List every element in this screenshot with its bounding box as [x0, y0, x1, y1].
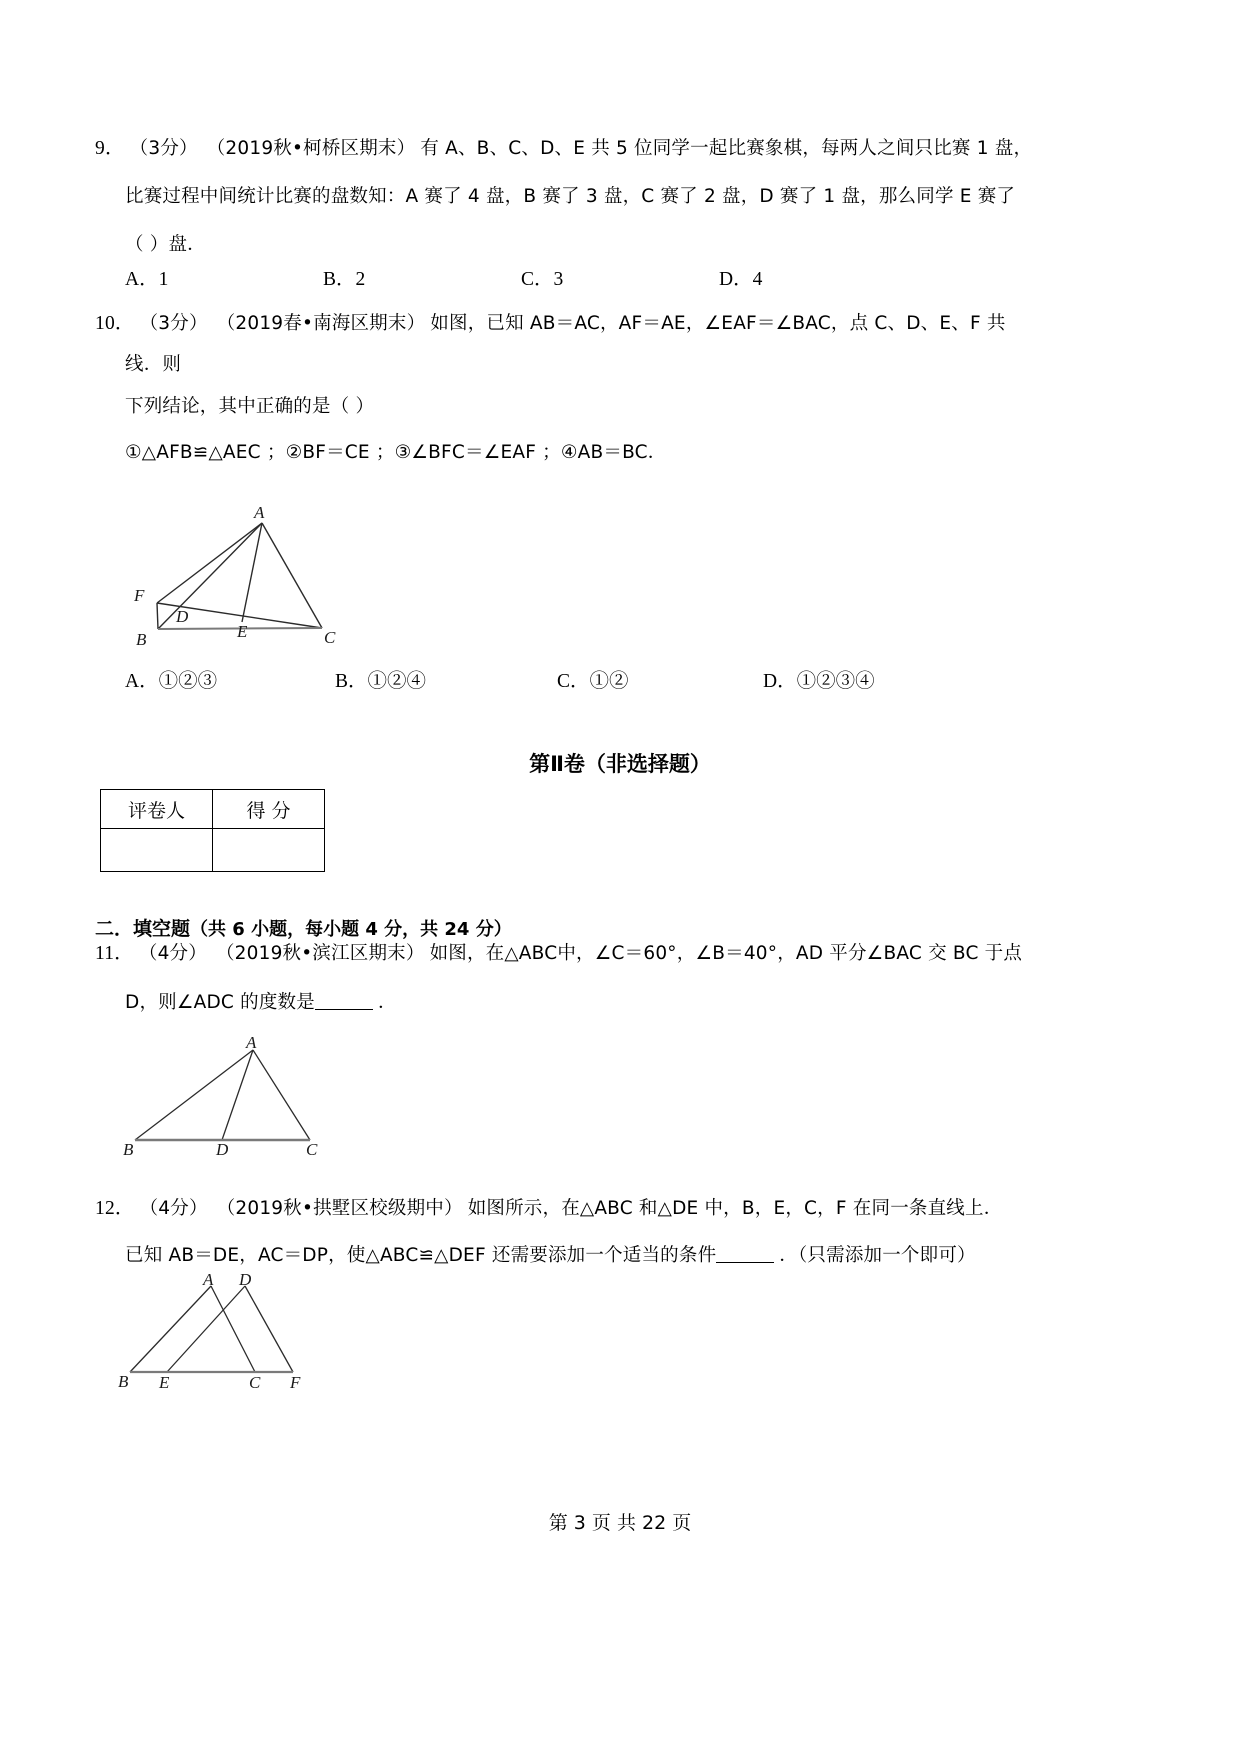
option-value: ①②③	[158, 671, 218, 692]
figure-12-label-A: A	[203, 1270, 214, 1289]
question-9-stem-b: 比赛过程中间统计比赛的盘数知：A 赛了 4 盘，B 赛了 3 盘，C 赛了 2 盘，D 赛了 1 盘，那么同学 E 赛了	[125, 186, 1016, 207]
option-key: A．	[125, 269, 159, 290]
figure-12-label-E: E	[159, 1373, 170, 1392]
section-header-fill-in-blanks	[95, 914, 512, 941]
score-table-cell-score[interactable]	[213, 829, 325, 872]
figure-12-label-C: C	[249, 1373, 261, 1392]
question-9-source: （2019秋•柯桥区期末）	[206, 138, 416, 159]
question-10-figure	[110, 480, 390, 660]
option-key: B．	[323, 269, 356, 290]
option-value: 4	[752, 269, 763, 290]
option-value: 2	[355, 269, 366, 290]
question-10-option-c[interactable]	[557, 665, 629, 693]
option-key: D．	[719, 269, 753, 290]
figure-11-label-C: C	[306, 1140, 318, 1159]
option-key: B．	[335, 671, 368, 692]
figure-10-label-A: A	[254, 503, 265, 522]
question-9-stem-a: 有 A、B、C、D、E 共 5 位同学一起比赛象棋，每两人之间只比赛 1 盘，	[420, 138, 1033, 159]
question-12-stem-c: ．（只需添加一个即可）	[779, 1245, 976, 1266]
option-value: ①②③④	[796, 671, 875, 692]
figure-12-label-F: F	[290, 1373, 301, 1392]
question-10-stem-b: 线．则	[125, 354, 182, 375]
option-key: D．	[763, 671, 797, 692]
figure-10-label-C: C	[324, 628, 336, 647]
question-10-stem-c: 下列结论，其中正确的是（ ）	[125, 396, 375, 417]
question-9-options	[125, 263, 1025, 289]
question-11-line-2	[125, 990, 397, 1016]
figure-11-label-B: B	[123, 1140, 134, 1159]
section-detail: （共 6 小题，每小题 4 分，共 24 分）	[190, 919, 512, 940]
question-11-stem-c: ．	[377, 992, 397, 1013]
score-table	[100, 789, 325, 872]
question-10-line-2	[125, 352, 181, 378]
question-10-option-b[interactable]	[335, 665, 426, 693]
question-11-stem-a: 如图，在△ABC中，∠C＝60°，∠B＝40°，AD 平分∠BAC 交 BC 于点	[429, 943, 1023, 964]
question-10-number: 10．	[95, 313, 135, 334]
option-key: C．	[557, 671, 590, 692]
figure-10-label-B: B	[136, 630, 147, 649]
question-10-conclusions	[125, 440, 666, 466]
volume-two-header: 第Ⅱ卷（非选择题）	[529, 752, 711, 776]
question-10-points: （3分）	[139, 313, 208, 334]
question-9-option-a[interactable]	[125, 263, 168, 291]
question-10-options	[125, 665, 1025, 691]
page-footer: 第 3 页 共 22 页	[548, 1512, 692, 1534]
question-10-source: （2019春•南海区期末）	[216, 313, 426, 334]
question-10-option-a[interactable]	[125, 665, 217, 693]
question-9-option-d[interactable]	[719, 263, 762, 291]
question-10-option-d[interactable]	[763, 665, 875, 693]
score-table-header-row	[101, 790, 325, 829]
question-11-stem-b: D，则∠ADC 的度数是	[125, 992, 315, 1013]
question-11-answer-blank[interactable]	[315, 992, 373, 1010]
figure-10-label-E: E	[237, 622, 248, 641]
option-value: ①②	[589, 671, 629, 692]
question-10-line-3	[125, 394, 374, 420]
question-12-stem-a: 如图所示，在△ABC 和△DE 中，B，E，C，F 在同一条直线上．	[467, 1198, 1003, 1219]
question-12-figure	[115, 1272, 405, 1407]
question-9-line-2	[125, 184, 1015, 210]
figure-10-svg	[110, 480, 390, 660]
question-10-stem-a: 如图，已知 AB＝AC，AF＝AE，∠EAF＝∠BAC，点 C、D、E、F 共	[430, 313, 1006, 334]
question-12-answer-blank[interactable]	[716, 1245, 774, 1263]
figure-12-label-B: B	[118, 1372, 129, 1391]
figure-11-label-D: D	[216, 1140, 229, 1159]
score-table-header-grader: 评卷人	[101, 790, 213, 829]
question-12-source: （2019秋•拱墅区校级期中）	[216, 1198, 463, 1219]
question-11-source: （2019秋•滨江区期末）	[215, 943, 425, 964]
score-table-header-score: 得 分	[213, 790, 325, 829]
question-12-stem-b: 已知 AB＝DE，AC＝DP，使△ABC≌△DEF 还需要添加一个适当的条件	[125, 1245, 717, 1266]
score-table-cell-grader[interactable]	[101, 829, 213, 872]
figure-10-label-D: D	[176, 607, 189, 626]
option-key: A．	[125, 671, 159, 692]
question-9-option-c[interactable]	[521, 263, 563, 291]
option-value: 3	[553, 269, 564, 290]
score-table-body-row	[101, 829, 325, 872]
section-label: 二．填空题	[95, 918, 191, 940]
question-12-line-1	[95, 1196, 1002, 1222]
option-value: ①②④	[367, 671, 427, 692]
question-10-stem-d: ①△AFB≌△AEC ；②BF＝CE ；③∠BFC＝∠EAF ；④AB＝BC．	[125, 442, 667, 463]
question-9-number: 9．	[95, 138, 125, 159]
question-11-points: （4分）	[138, 943, 207, 964]
question-9-points: （3分）	[129, 138, 198, 159]
question-9-line-3	[125, 232, 206, 258]
question-9-line-1	[95, 136, 1032, 162]
figure-11-label-A: A	[246, 1033, 257, 1052]
question-11-line-1	[95, 941, 1022, 967]
option-key: C．	[521, 269, 554, 290]
question-10-line-1	[95, 311, 1006, 337]
figure-10-label-F: F	[134, 586, 145, 605]
question-12-number: 12．	[95, 1198, 135, 1219]
figure-12-label-D: D	[239, 1270, 252, 1289]
question-11-figure	[120, 1030, 380, 1160]
question-9-stem-c: （ ）盘．	[125, 234, 206, 255]
question-9-option-b[interactable]	[323, 263, 365, 291]
question-12-line-2	[125, 1243, 976, 1269]
question-11-number: 11．	[95, 943, 134, 964]
question-12-points: （4分）	[139, 1198, 208, 1219]
option-value: 1	[158, 269, 169, 290]
